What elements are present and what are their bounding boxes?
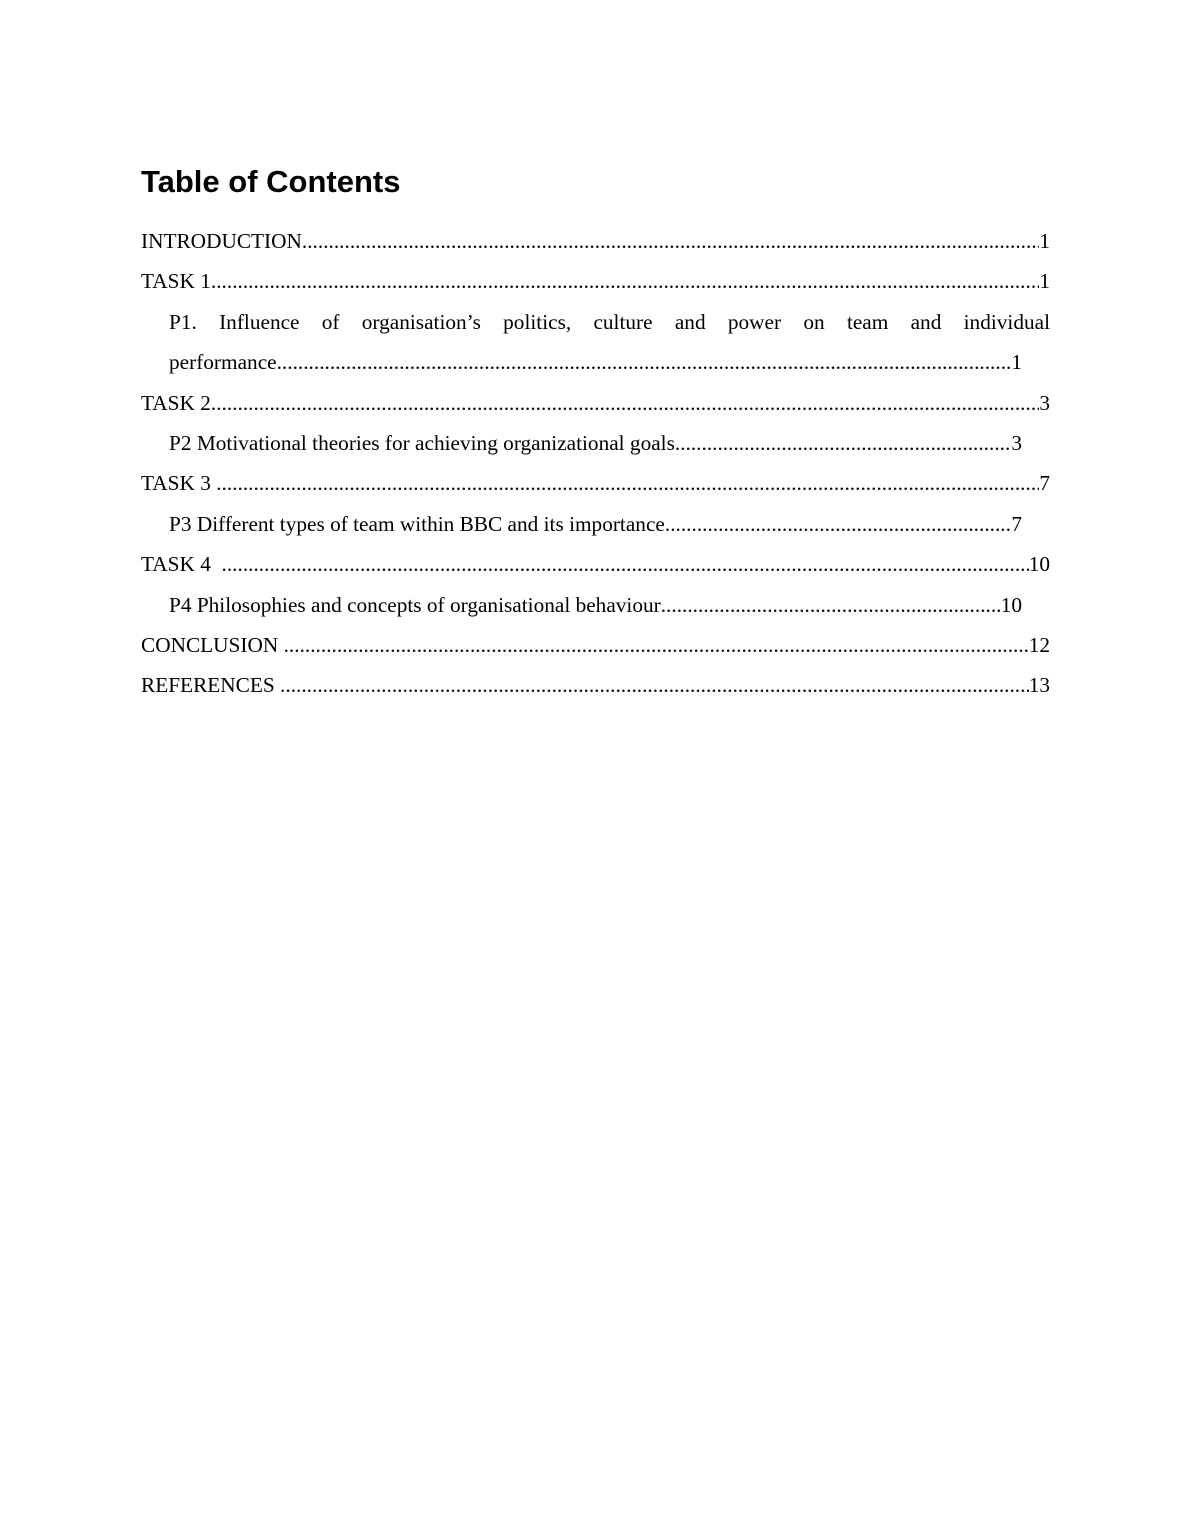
toc-entry-label: TASK 2 [141, 390, 211, 415]
dot-leader [280, 665, 1029, 705]
toc-entry-references[interactable] [141, 665, 1050, 705]
toc-title: Table of Contents [141, 164, 401, 199]
toc-entry-page: 10 [1000, 592, 1022, 617]
toc-entry-label: TASK 3 [141, 471, 217, 496]
toc-entry-page: 12 [1028, 632, 1050, 657]
toc-entry-p3[interactable] [169, 504, 1022, 544]
toc-entry-task-1[interactable] [141, 261, 1050, 301]
toc-entry-task-2[interactable] [141, 383, 1050, 423]
toc-entry-page: 1 [1011, 350, 1022, 375]
table-of-contents [141, 160, 1050, 706]
toc-entry-label: REFERENCES [141, 673, 281, 698]
toc-entry-label: P1. Influence of organisation’s politics, culture and power on team and individual [169, 309, 1050, 334]
dot-leader [302, 221, 1039, 261]
toc-entry-page: 7 [1039, 471, 1050, 496]
toc-entry-conclusion[interactable] [141, 625, 1050, 665]
toc-entry-task-3[interactable] [141, 463, 1050, 503]
dot-leader [284, 625, 1029, 665]
toc-entry-p4[interactable] [169, 585, 1022, 625]
toc-entry-label: CONCLUSION [141, 632, 284, 657]
toc-entry-introduction[interactable] [141, 221, 1050, 261]
toc-entry-label: TASK 1 [141, 269, 211, 294]
toc-entry-page: 1 [1039, 269, 1050, 294]
toc-entry-p2[interactable] [169, 423, 1022, 463]
dot-leader [211, 383, 1039, 423]
toc-entry-page: 3 [1039, 390, 1050, 415]
toc-entry-label: P4 Philosophies and concepts of organisational behaviour [169, 592, 661, 617]
toc-entry-continuation [169, 342, 1022, 382]
toc-entry-p1[interactable] [169, 302, 1050, 383]
toc-entry-label-continued: performance [169, 350, 277, 375]
toc-entry-page: 13 [1028, 673, 1050, 698]
toc-entry-page: 10 [1028, 552, 1050, 577]
dot-leader [222, 544, 1029, 584]
dot-leader [277, 342, 1012, 382]
dot-leader [211, 261, 1039, 301]
toc-entry-task-4[interactable] [141, 544, 1050, 584]
dot-leader [216, 463, 1039, 503]
toc-entry-page: 7 [1011, 511, 1022, 536]
toc-entry-label: P2 Motivational theories for achieving organizational goals [169, 430, 675, 455]
toc-entry-page: 3 [1011, 430, 1022, 455]
toc-entry-label: P3 Different types of team within BBC and its importance [169, 511, 665, 536]
toc-entry-label: TASK 4 [141, 552, 222, 577]
dot-leader [665, 504, 1011, 544]
toc-entry-page: 1 [1039, 229, 1050, 253]
toc-entry-label: INTRODUCTION [141, 229, 302, 253]
dot-leader [675, 423, 1011, 463]
dot-leader [661, 585, 1001, 625]
